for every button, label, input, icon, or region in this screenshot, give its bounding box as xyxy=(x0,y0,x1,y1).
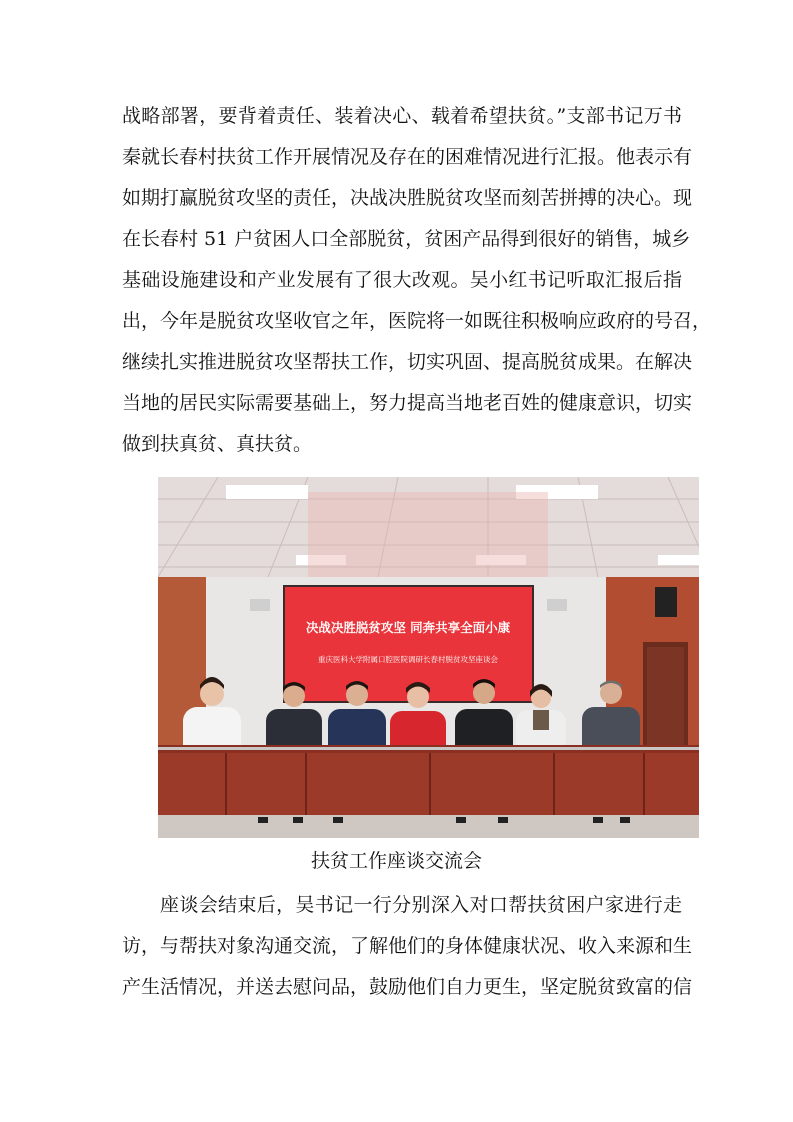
paragraph-line: 战略部署，要背着责任、装着决心、载着希望扶贫。”支部书记万书 xyxy=(122,105,682,127)
paragraph-line: 出，今年是脱贫攻坚收官之年，医院将一如既往积极响应政府的号召， xyxy=(122,310,712,332)
paragraph-line: 秦就长春村扶贫工作开展情况及存在的困难情况进行汇报。他表示有 xyxy=(122,146,693,168)
photo-caption: 扶贫工作座谈交流会 xyxy=(310,850,482,872)
paragraph-line: 访，与帮扶对象沟通交流，了解他们的身体健康状况、收入来源和生 xyxy=(122,935,693,957)
body-paragraph-2 xyxy=(122,885,693,1008)
paragraph-line: 当地的居民实际需要基础上，努力提高当地老百姓的健康意识，切实 xyxy=(122,392,693,414)
paragraph-line xyxy=(122,885,682,926)
paragraph-line: 如期打赢脱贫攻坚的责任，决战决胜脱贫攻坚而刻苦拼搏的决心。现 xyxy=(122,187,693,209)
paragraph-line: 继续扎实推进脱贫攻坚帮扶工作，切实巩固、提高脱贫成果。在解决 xyxy=(122,351,693,373)
projection-screen xyxy=(285,587,532,701)
paragraph-line: 基础设施建设和产业发展有了很大改观。吴小红书记听取汇报后指 xyxy=(122,269,682,291)
paragraph-line-text: 座谈会结束后，吴书记一行分别深入对口帮扶贫困户家进行走 xyxy=(160,894,682,916)
body-paragraph-1 xyxy=(122,96,712,465)
paragraph-line: 做到扶真贫、真扶贫。 xyxy=(122,433,313,455)
screen-subtitle: 重庆医科大学附属口腔医院调研长春村脱贫攻坚座谈会 xyxy=(318,655,498,664)
paragraph-line: 产生活情况，并送去慰问品，鼓励他们自力更生，坚定脱贫致富的信 xyxy=(122,976,693,998)
paragraph-line: 在长春村 51 户贫困人口全部脱贫，贫困产品得到很好的销售，城乡 xyxy=(122,228,691,250)
screen-title: 决战决胜脱贫攻坚 同奔共享全面小康 xyxy=(305,620,511,635)
meeting-photo xyxy=(158,477,699,838)
